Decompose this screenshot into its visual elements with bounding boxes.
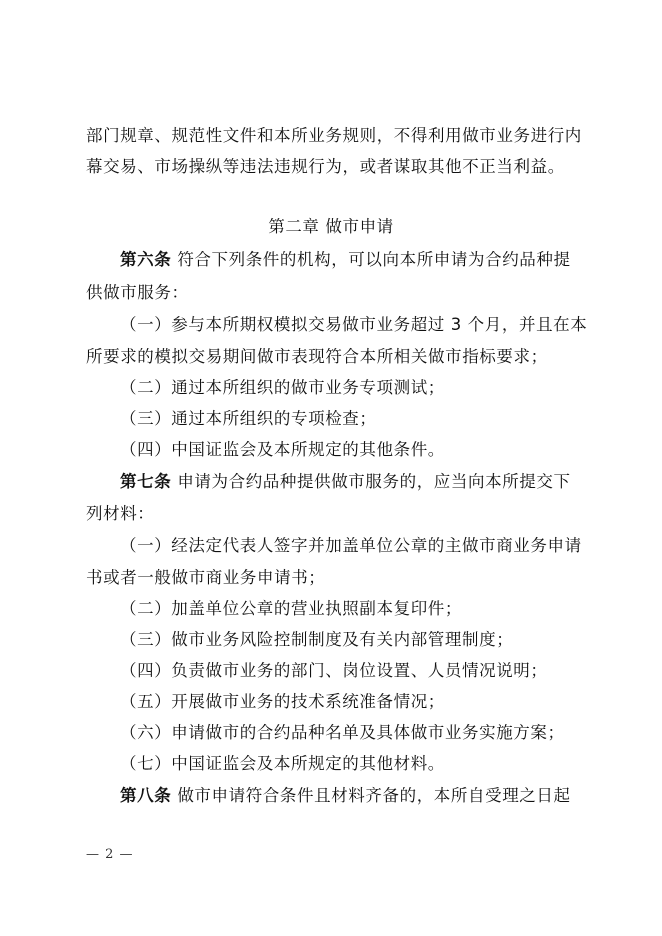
article-8-first-line	[120, 786, 620, 806]
article-7-label: 第七条	[120, 472, 172, 491]
article-6-item-4: （四）中国证监会及本所规定的其他条件。	[120, 440, 445, 459]
page-number: — 2 —	[86, 847, 134, 862]
article-7-item-1-line-1: （一）经法定代表人签字并加盖单位公章的主做市商业务申请	[120, 536, 582, 555]
article-7-text: 申请为合约品种提供做市服务的，应当向本所提交下	[177, 472, 571, 491]
article-6-item-1-line-2: 所要求的模拟交易期间做市表现符合本所相关做市指标要求；	[86, 347, 548, 366]
article-6-item-3: （三）通过本所组织的专项检查；	[120, 409, 377, 428]
article-6-text: 符合下列条件的机构，可以向本所申请为合约品种提	[177, 250, 571, 269]
chapter-title: 第二章 做市申请	[268, 217, 394, 236]
article-7-item-1-line-2: 书或者一般做市商业务申请书；	[86, 568, 326, 587]
article-8-label: 第八条	[120, 786, 172, 805]
article-7-item-5: （五）开展做市业务的技术系统准备情况；	[120, 692, 445, 711]
article-6-label: 第六条	[120, 250, 172, 269]
article-7-item-2: （二）加盖单位公章的营业执照副本复印件；	[120, 599, 462, 618]
article-7-item-7: （七）中国证监会及本所规定的其他材料。	[120, 754, 445, 773]
article-7-item-3: （三）做市业务风险控制制度及有关内部管理制度；	[120, 630, 514, 649]
article-6-item-2: （二）通过本所组织的做市业务专项测试；	[120, 378, 445, 397]
article-6-second-line: 供做市服务：	[86, 283, 189, 302]
article-8-text: 做市申请符合条件且材料齐备的，本所自受理之日起	[177, 786, 571, 805]
article-7-item-6: （六）申请做市的合约品种名单及具体做市业务实施方案；	[120, 723, 565, 742]
intro-line-1: 部门规章、规范性文件和本所业务规则，不得利用做市业务进行内	[86, 126, 582, 145]
article-7-item-4: （四）负责做市业务的部门、岗位设置、人员情况说明；	[120, 661, 548, 680]
intro-line-2: 幕交易、市场操纵等违法违规行为，或者谋取其他不正当利益。	[86, 157, 565, 176]
article-6-item-1-line-1: （一）参与本所期权模拟交易做市业务超过 3 个月，并且在本	[120, 315, 588, 334]
article-6-first-line	[120, 250, 620, 270]
article-7-second-line: 列材料：	[86, 504, 155, 523]
article-7-first-line	[120, 472, 620, 492]
